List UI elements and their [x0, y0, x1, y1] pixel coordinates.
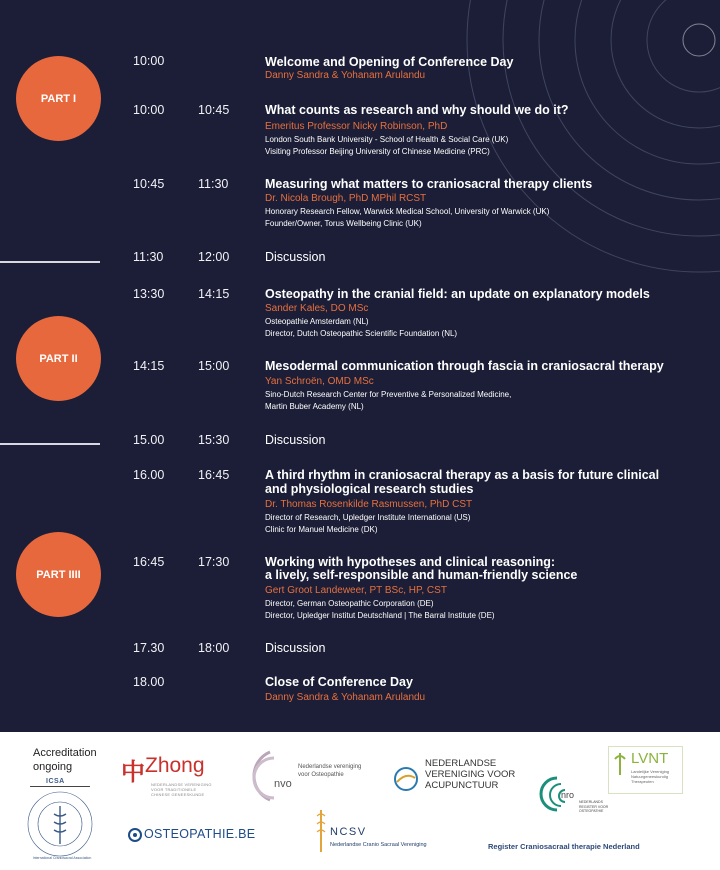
session-title-line: a lively, self-responsible and human-friendly science — [265, 568, 578, 582]
acupunctuur-line: ACUPUNCTUUR — [425, 780, 499, 791]
session-affiliation: Visiting Professor Beijing University of Chinese Medicine (PRC) — [265, 147, 490, 156]
acupunctuur-line: NEDERLANDSE — [425, 758, 497, 769]
zhong-name: Zhong — [145, 754, 205, 777]
ncsv-sub: Nederlandse Cranio Sacraal Vereniging — [330, 842, 427, 848]
lvnt-name: LVNT — [631, 750, 669, 767]
session-start: 18.00 — [133, 675, 165, 689]
session-title: Mesodermal communication through fascia in craniosacral therapy — [265, 359, 664, 373]
accreditation-line: Accreditation — [33, 747, 97, 759]
osteopathie-be-logo — [128, 827, 268, 843]
lvnt-sub — [631, 769, 669, 784]
zhong-mark: 中 — [121, 759, 145, 786]
session-title: Close of Conference Day — [265, 675, 413, 689]
session-title-line: A third rhythm in craniosacral therapy as a basis for future clinical — [265, 468, 660, 482]
nro-logo — [537, 774, 627, 818]
session-title-line: Working with hypotheses and clinical reasoning: — [265, 555, 556, 569]
part-three-badge: PART IIII — [16, 532, 101, 617]
nro-sub-line: NEDERLANDS — [579, 800, 603, 804]
session-speaker: Sander Kales, DO MSc — [265, 303, 369, 314]
nvo-arcs-icon — [240, 748, 300, 804]
part-one-badge: PART I — [16, 56, 101, 141]
session-speaker: Yan Schroën, OMD MSc — [265, 376, 374, 387]
session-affiliation: Director, Dutch Osteopathic Scientific Foundation (NL) — [265, 329, 458, 338]
session-start: 16:45 — [133, 555, 165, 569]
nvo-line2: voor Osteopathie — [298, 772, 344, 778]
session-affiliation: Clinic for Manuel Medicine (DK) — [265, 525, 378, 534]
session-title-line: and physiological research studies — [265, 482, 474, 496]
session-affiliation: Director, Upledger Institut Deutschland | The Barral Institute (DE) — [265, 611, 495, 620]
session-affiliation: Osteopathie Amsterdam (NL) — [265, 317, 369, 326]
session-start: 15.00 — [133, 433, 165, 447]
session-start: 16.00 — [133, 468, 165, 482]
session-speaker: Danny Sandra & Yohanam Arulandu — [265, 692, 426, 703]
nro-sub-line: OSTEOPATHIE — [579, 809, 604, 813]
session-title: Discussion — [265, 641, 326, 655]
icsa-ring-text: International Craniosacral Association — [32, 856, 92, 860]
session-start: 10:45 — [133, 177, 165, 191]
session-title: Measuring what matters to craniosacral therapy clients — [265, 177, 593, 191]
zhong-logo — [121, 752, 221, 802]
lvnt-sub-line: Natuurgeneeskundig — [631, 774, 668, 779]
zhong-sub-line: CHINESE GENEESKUNDE — [151, 792, 205, 797]
session-title: Welcome and Opening of Conference Day — [265, 55, 514, 69]
nro-sub-line: REGISTER VOOR — [579, 804, 609, 809]
session-end: 15:30 — [198, 433, 230, 447]
session-start: 10:00 — [133, 103, 165, 117]
session-end: 17:30 — [198, 555, 230, 569]
acupunctuur-icon — [393, 764, 419, 794]
session-title: What counts as research and why should we do it? — [265, 103, 569, 117]
part-two-badge: PART II — [16, 316, 101, 401]
session-title: Discussion — [265, 433, 326, 447]
nro-sub — [579, 800, 608, 814]
session-affiliation: Martin Buber Academy (NL) — [265, 402, 364, 411]
ncsv-name: NCSV — [330, 826, 367, 838]
session-title: Osteopathy in the cranial field: an update on explanatory models — [265, 287, 650, 301]
session-affiliation: Director of Research, Upledger Institute International (US) — [265, 513, 471, 522]
acupunctuur-text — [425, 758, 515, 791]
accreditation-line: ongoing — [33, 761, 73, 773]
session-start: 13:30 — [133, 287, 165, 301]
divider-line — [0, 443, 100, 445]
zhong-sub — [151, 782, 212, 797]
nvo-line1: Nederlandse vereniging — [298, 764, 362, 770]
nvo-logo — [240, 748, 360, 804]
session-end: 18:00 — [198, 641, 230, 655]
session-affiliation: Director, German Osteopathic Corporation (DE) — [265, 599, 434, 608]
session-start: 11:30 — [133, 250, 164, 264]
session-speaker: Danny Sandra & Yohanam Arulandu — [265, 70, 426, 81]
acupunctuur-logo — [393, 758, 533, 802]
ncsv-icon — [314, 808, 328, 854]
session-affiliation: Founder/Owner, Torus Wellbeing Clinic (UK) — [265, 219, 422, 228]
session-end: 15:00 — [198, 359, 230, 373]
osteopathie-be-text: OSTEOPATHIE.BE — [144, 827, 256, 841]
lvnt-sub-line: Landelijke Vereniging — [631, 769, 670, 774]
nvo-abbr: nvo — [274, 778, 292, 790]
session-start: 10:00 — [133, 54, 165, 68]
session-affiliation: Honorary Research Fellow, Warwick Medical School, University of Warwick (UK) — [265, 207, 550, 216]
session-speaker: Dr. Nicola Brough, PhD MPhil RCST — [265, 193, 427, 204]
session-start: 17.30 — [133, 641, 165, 655]
session-end: 12:00 — [198, 250, 230, 264]
session-end: 10:45 — [198, 103, 230, 117]
divider-line — [0, 261, 100, 263]
session-title: Discussion — [265, 250, 326, 264]
lvnt-sub-line: Therapeuten — [631, 779, 654, 784]
acupunctuur-line: VERENIGING VOOR — [425, 769, 516, 780]
session-affiliation: Sino-Dutch Research Center for Preventive & Personalized Medicine, — [265, 390, 512, 399]
ncsv-logo — [314, 808, 474, 856]
session-end: 14:15 — [198, 287, 230, 301]
zhong-sub-line: VOOR TRADITIONELE — [151, 787, 197, 792]
session-speaker: Dr. Thomas Rosenkilde Rasmussen, PhD CST — [265, 499, 473, 510]
session-speaker: Emeritus Professor Nicky Robinson, PhD — [265, 121, 448, 132]
accreditation-logos — [0, 732, 720, 870]
session-start: 14:15 — [133, 359, 165, 373]
nro-abbr: nro — [561, 790, 575, 800]
icsa-name: ICSA — [46, 778, 65, 785]
icsa-logo — [22, 778, 102, 866]
session-end: 11:30 — [198, 177, 229, 191]
session-speaker: Gert Groot Landeweer, PT BSc, HP, CST — [265, 585, 447, 596]
session-end: 16:45 — [198, 468, 230, 482]
zhong-sub-line: NEDERLANDSE VERENIGING — [151, 782, 212, 787]
session-affiliation: London South Bank University - School of Health & Social Care (UK) — [265, 135, 509, 144]
osteopathie-be-icon — [128, 828, 142, 842]
register-logo: Register Craniosacraal therapie Nederland — [488, 842, 640, 851]
accreditation-label — [33, 746, 97, 774]
